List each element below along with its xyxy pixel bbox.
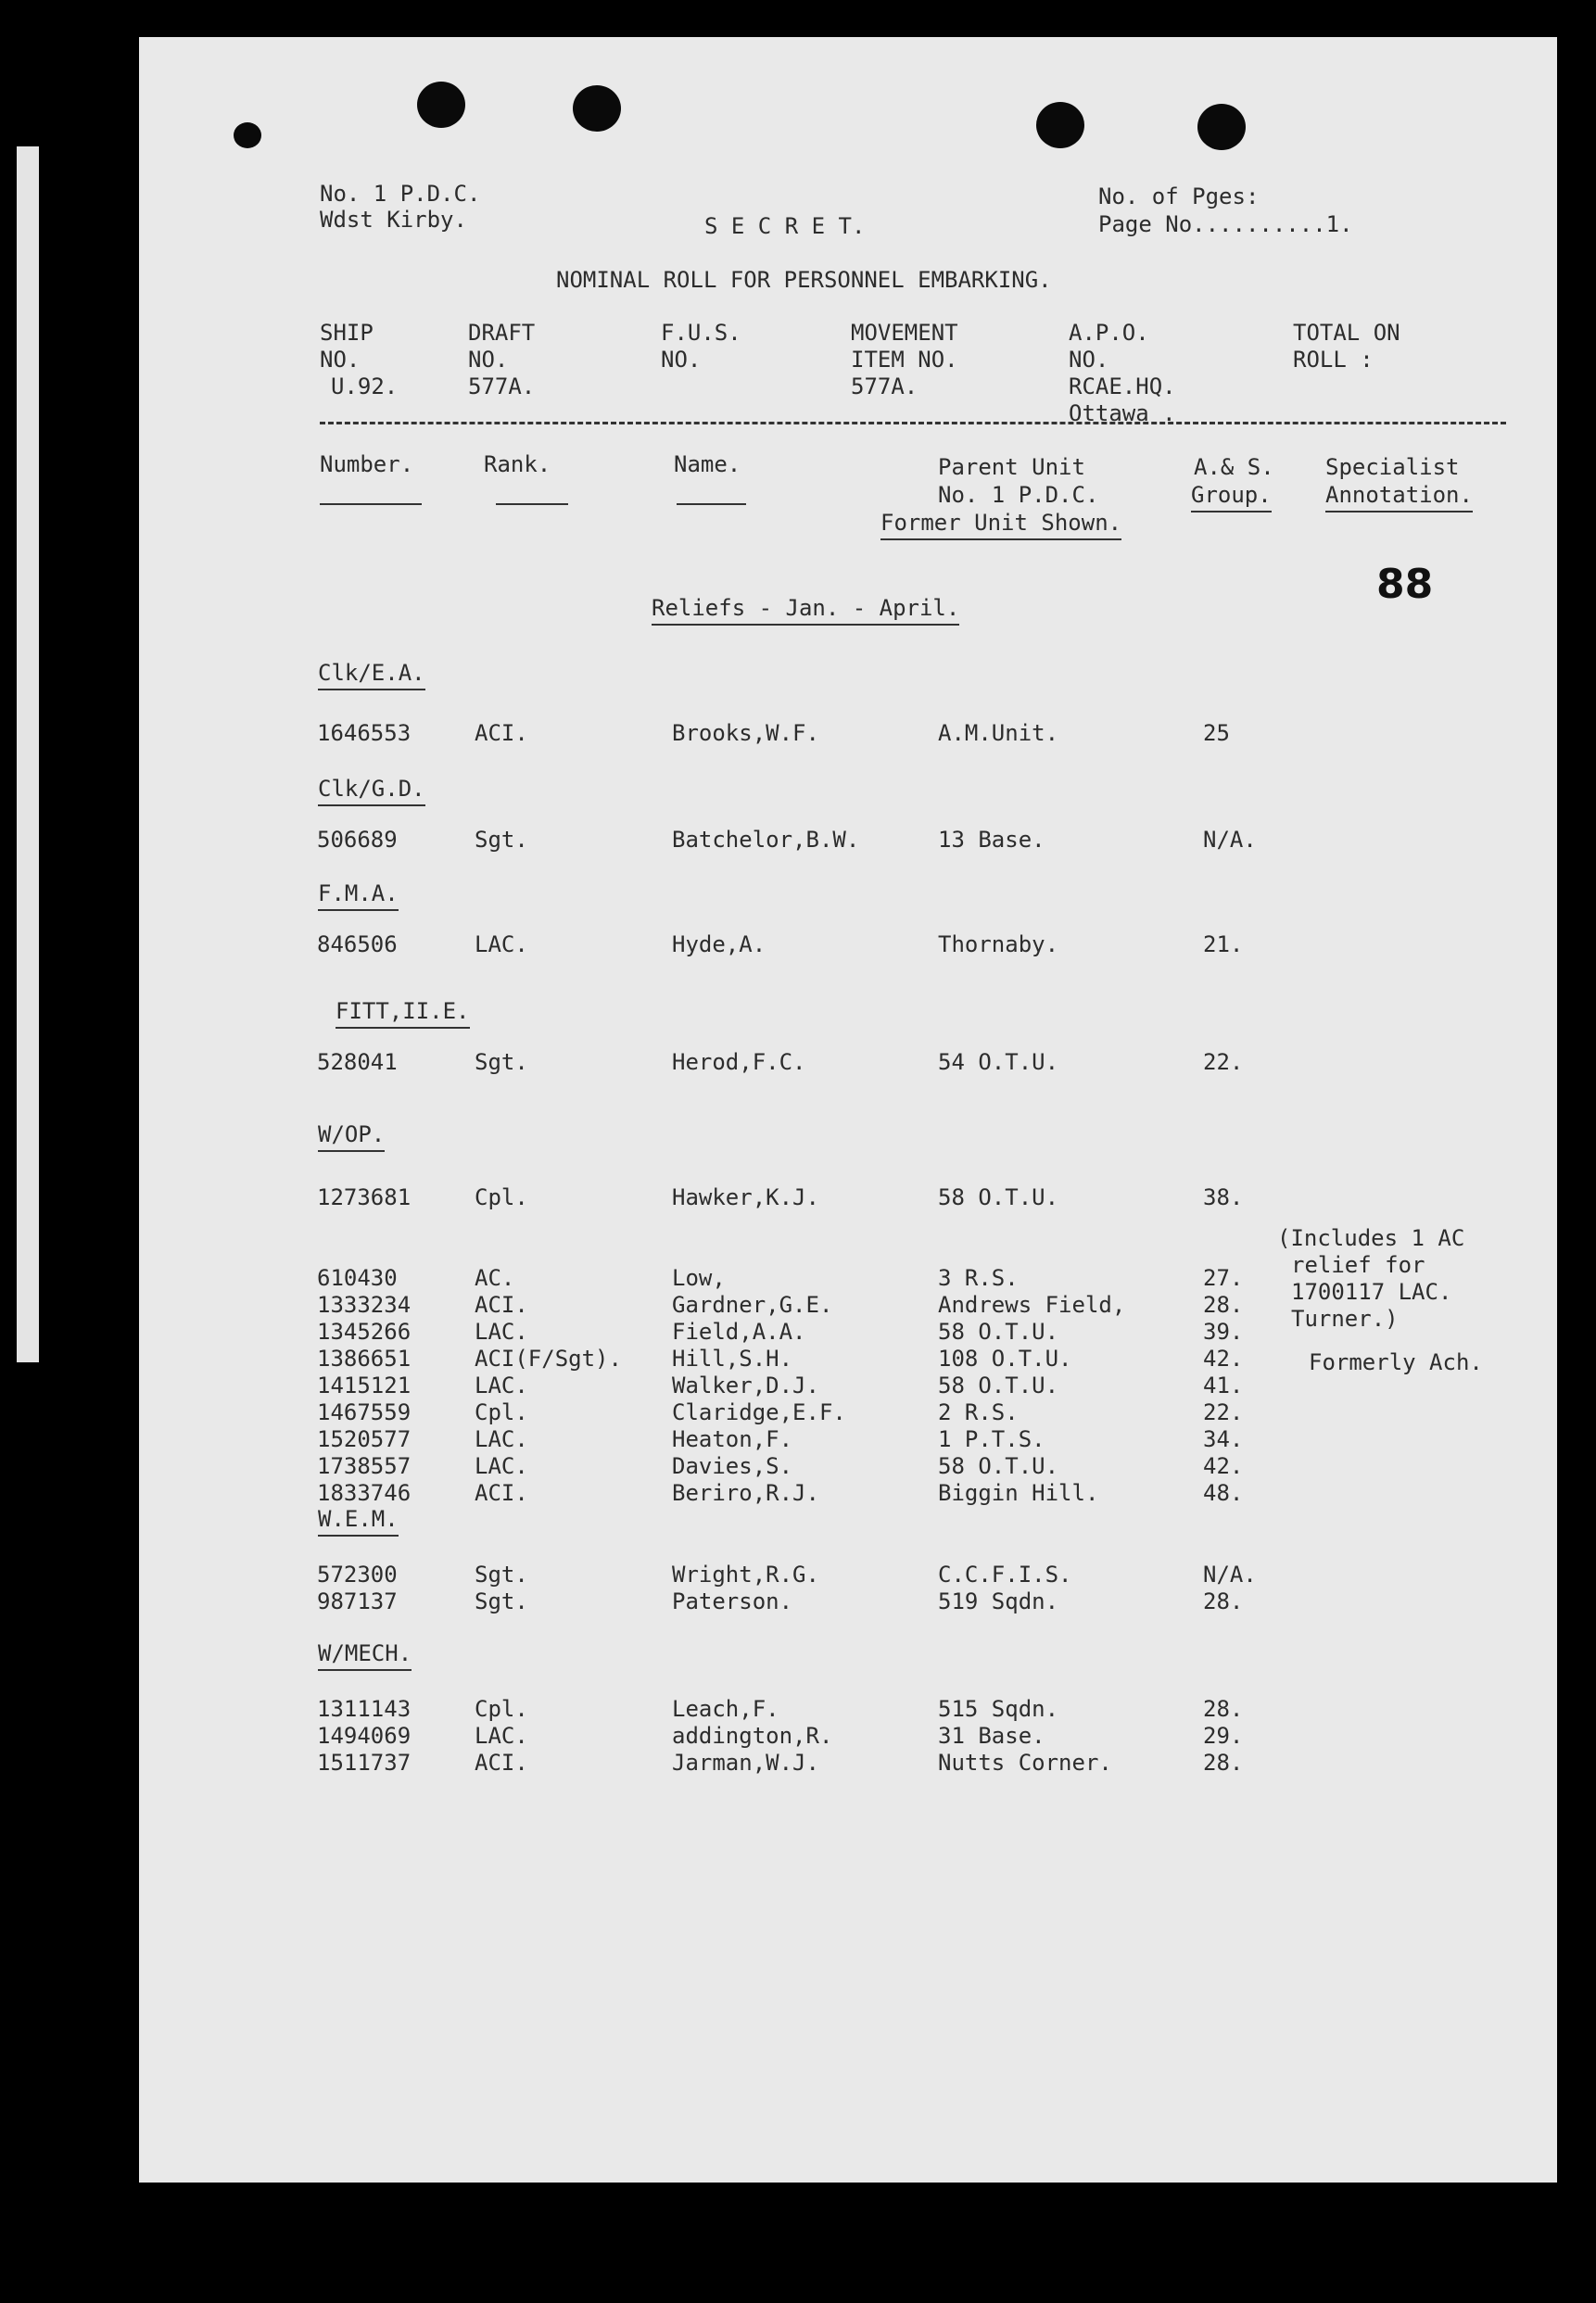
- cell-name: Leach,F.: [672, 1696, 779, 1722]
- cell-number: 1738557: [317, 1453, 412, 1479]
- cell-rank: Cpl.: [475, 1184, 528, 1210]
- cell-rank: Sgt.: [475, 1588, 528, 1614]
- col-parent-unit: Parent Unit: [938, 454, 1085, 480]
- col-name: Name.: [674, 451, 741, 477]
- info-ship-line: NO.: [320, 347, 361, 373]
- info-apo-line: A.P.O.: [1069, 320, 1149, 346]
- col-parent-unit-sub: No. 1 P.D.C.: [938, 482, 1099, 508]
- unit-location: Wdst Kirby.: [320, 207, 467, 233]
- film-edge-strip: [17, 146, 39, 1362]
- cell-number: 1273681: [317, 1184, 412, 1210]
- cell-group: N/A.: [1203, 827, 1257, 853]
- cell-group: 22.: [1203, 1399, 1244, 1425]
- document-page: [139, 37, 1557, 2183]
- cell-name: Walker,D.J.: [672, 1373, 819, 1398]
- cell-unit: 58 O.T.U.: [938, 1319, 1059, 1345]
- annotation-relief-note-4: Turner.): [1291, 1306, 1399, 1332]
- cell-rank: LAC.: [475, 1723, 528, 1749]
- cell-name: Wright,R.G.: [672, 1562, 819, 1588]
- cell-unit: 58 O.T.U.: [938, 1373, 1059, 1398]
- col-rank: Rank.: [484, 451, 551, 477]
- cell-group: 34.: [1203, 1426, 1244, 1452]
- annotation-formerly: Formerly Ach.: [1309, 1349, 1483, 1375]
- classification-label: S E C R E T.: [704, 213, 866, 239]
- cell-rank: ACI.: [475, 1292, 528, 1318]
- trade-heading: Clk/E.A.: [318, 660, 425, 690]
- cell-rank: ACI(F/Sgt).: [475, 1346, 622, 1372]
- info-total-line: TOTAL ON: [1293, 320, 1400, 346]
- info-apo-line: NO.: [1069, 347, 1109, 373]
- cell-name: addington,R.: [672, 1723, 833, 1749]
- info-apo-line: RCAE.HQ.: [1069, 373, 1176, 399]
- unit-name: No. 1 P.D.C.: [320, 181, 481, 207]
- cell-group: 42.: [1203, 1453, 1244, 1479]
- cell-group: 29.: [1203, 1723, 1244, 1749]
- cell-group: 42.: [1203, 1346, 1244, 1372]
- roll-subtitle: Reliefs - Jan. - April.: [652, 595, 959, 626]
- col-name-underline: [677, 503, 746, 505]
- cell-name: Davies,S.: [672, 1453, 793, 1479]
- punch-hole: [1197, 104, 1246, 150]
- col-group: A.& S.: [1194, 454, 1274, 480]
- punch-hole: [417, 82, 465, 128]
- cell-number: 1311143: [317, 1696, 412, 1722]
- cell-rank: LAC.: [475, 1453, 528, 1479]
- cell-rank: LAC.: [475, 931, 528, 957]
- cell-number: 1467559: [317, 1399, 412, 1425]
- cell-name: Heaton,F.: [672, 1426, 793, 1452]
- col-rank-underline: [496, 503, 568, 505]
- page-number: Page No..........1.: [1098, 211, 1353, 237]
- col-annotation-sub: Annotation.: [1325, 482, 1473, 512]
- cell-number: 610430: [317, 1265, 398, 1291]
- cell-number: 528041: [317, 1049, 398, 1075]
- cell-group: 38.: [1203, 1184, 1244, 1210]
- cell-name: Paterson.: [672, 1588, 793, 1614]
- cell-name: Batchelor,B.W.: [672, 827, 860, 853]
- cell-number: 846506: [317, 931, 398, 957]
- info-fus-line: NO.: [661, 347, 702, 373]
- info-total-line: ROLL :: [1293, 347, 1374, 373]
- annotation-relief-note-1: (Includes 1 AC: [1277, 1225, 1465, 1251]
- cell-rank: Cpl.: [475, 1399, 528, 1425]
- cell-rank: Cpl.: [475, 1696, 528, 1722]
- pages-label: No. of Pges:: [1098, 183, 1260, 209]
- punch-hole: [1036, 102, 1084, 148]
- punch-hole: [573, 85, 621, 132]
- cell-name: Low,: [672, 1265, 726, 1291]
- info-movement-line: ITEM NO.: [851, 347, 958, 373]
- cell-unit: 54 O.T.U.: [938, 1049, 1059, 1075]
- cell-rank: Sgt.: [475, 1049, 528, 1075]
- cell-group: 21.: [1203, 931, 1244, 957]
- cell-rank: ACI.: [475, 1750, 528, 1776]
- col-number-underline: [320, 503, 422, 505]
- cell-unit: 515 Sqdn.: [938, 1696, 1059, 1722]
- info-movement-line: MOVEMENT: [851, 320, 958, 346]
- cell-rank: AC.: [475, 1265, 515, 1291]
- cell-group: 48.: [1203, 1480, 1244, 1506]
- cell-unit: 1 P.T.S.: [938, 1426, 1045, 1452]
- trade-heading: Clk/G.D.: [318, 776, 425, 806]
- col-former-unit: Former Unit Shown.: [880, 510, 1121, 540]
- cell-number: 1386651: [317, 1346, 412, 1372]
- cell-group: 28.: [1203, 1750, 1244, 1776]
- punch-hole: [234, 122, 261, 148]
- cell-group: 28.: [1203, 1696, 1244, 1722]
- cell-number: 1415121: [317, 1373, 412, 1398]
- cell-unit: Nutts Corner.: [938, 1750, 1112, 1776]
- cell-unit: 31 Base.: [938, 1723, 1045, 1749]
- cell-name: Claridge,E.F.: [672, 1399, 846, 1425]
- info-draft-line: 577A.: [468, 373, 536, 399]
- cell-group: 28.: [1203, 1588, 1244, 1614]
- cell-unit: 58 O.T.U.: [938, 1184, 1059, 1210]
- page-stamp-number: 88: [1376, 561, 1434, 608]
- header-divider: [320, 422, 1506, 424]
- cell-rank: Sgt.: [475, 1562, 528, 1588]
- cell-unit: 3 R.S.: [938, 1265, 1019, 1291]
- cell-number: 1520577: [317, 1426, 412, 1452]
- trade-heading: W.E.M.: [318, 1506, 399, 1537]
- annotation-relief-note-3: 1700117 LAC.: [1291, 1279, 1452, 1305]
- trade-heading: W/OP.: [318, 1121, 385, 1152]
- cell-unit: Biggin Hill.: [938, 1480, 1099, 1506]
- cell-unit: 58 O.T.U.: [938, 1453, 1059, 1479]
- cell-name: Brooks,W.F.: [672, 720, 819, 746]
- cell-unit: 13 Base.: [938, 827, 1045, 853]
- cell-rank: Sgt.: [475, 827, 528, 853]
- cell-group: 41.: [1203, 1373, 1244, 1398]
- cell-rank: LAC.: [475, 1319, 528, 1345]
- cell-unit: 519 Sqdn.: [938, 1588, 1059, 1614]
- annotation-relief-note-2: relief for: [1291, 1252, 1425, 1278]
- cell-number: 572300: [317, 1562, 398, 1588]
- cell-unit: 2 R.S.: [938, 1399, 1019, 1425]
- info-movement-line: 577A.: [851, 373, 918, 399]
- col-number: Number.: [320, 451, 414, 477]
- cell-group: 22.: [1203, 1049, 1244, 1075]
- cell-name: Herod,F.C.: [672, 1049, 806, 1075]
- info-draft-line: NO.: [468, 347, 509, 373]
- cell-group: 25: [1203, 720, 1230, 746]
- cell-number: 1333234: [317, 1292, 412, 1318]
- cell-rank: ACI.: [475, 720, 528, 746]
- cell-rank: LAC.: [475, 1426, 528, 1452]
- cell-unit: Andrews Field,: [938, 1292, 1126, 1318]
- cell-number: 506689: [317, 827, 398, 853]
- cell-unit: A.M.Unit.: [938, 720, 1059, 746]
- cell-unit: C.C.F.I.S.: [938, 1562, 1072, 1588]
- cell-rank: ACI.: [475, 1480, 528, 1506]
- cell-number: 1345266: [317, 1319, 412, 1345]
- info-ship-line: U.92.: [331, 373, 399, 399]
- info-draft-line: DRAFT: [468, 320, 536, 346]
- cell-name: Beriro,R.J.: [672, 1480, 819, 1506]
- cell-unit: 108 O.T.U.: [938, 1346, 1072, 1372]
- cell-name: Field,A.A.: [672, 1319, 806, 1345]
- cell-rank: LAC.: [475, 1373, 528, 1398]
- cell-number: 1511737: [317, 1750, 412, 1776]
- cell-number: 1646553: [317, 720, 412, 746]
- cell-group: 28.: [1203, 1292, 1244, 1318]
- document-title: NOMINAL ROLL FOR PERSONNEL EMBARKING.: [556, 267, 1052, 293]
- cell-unit: Thornaby.: [938, 931, 1059, 957]
- cell-group: N/A.: [1203, 1562, 1257, 1588]
- cell-number: 987137: [317, 1588, 398, 1614]
- info-apo-line: Ottawa .: [1069, 400, 1176, 426]
- cell-number: 1833746: [317, 1480, 412, 1506]
- trade-heading: F.M.A.: [318, 880, 399, 911]
- info-ship-line: SHIP: [320, 320, 374, 346]
- cell-name: Jarman,W.J.: [672, 1750, 819, 1776]
- info-fus-line: F.U.S.: [661, 320, 741, 346]
- cell-group: 27.: [1203, 1265, 1244, 1291]
- trade-heading: W/MECH.: [318, 1640, 412, 1671]
- cell-name: Hawker,K.J.: [672, 1184, 819, 1210]
- cell-name: Gardner,G.E.: [672, 1292, 833, 1318]
- cell-name: Hyde,A.: [672, 931, 766, 957]
- cell-number: 1494069: [317, 1723, 412, 1749]
- col-group-sub: Group.: [1191, 482, 1272, 512]
- cell-group: 39.: [1203, 1319, 1244, 1345]
- col-annotation: Specialist: [1325, 454, 1460, 480]
- trade-heading: FITT,II.E.: [336, 998, 470, 1029]
- cell-name: Hill,S.H.: [672, 1346, 793, 1372]
